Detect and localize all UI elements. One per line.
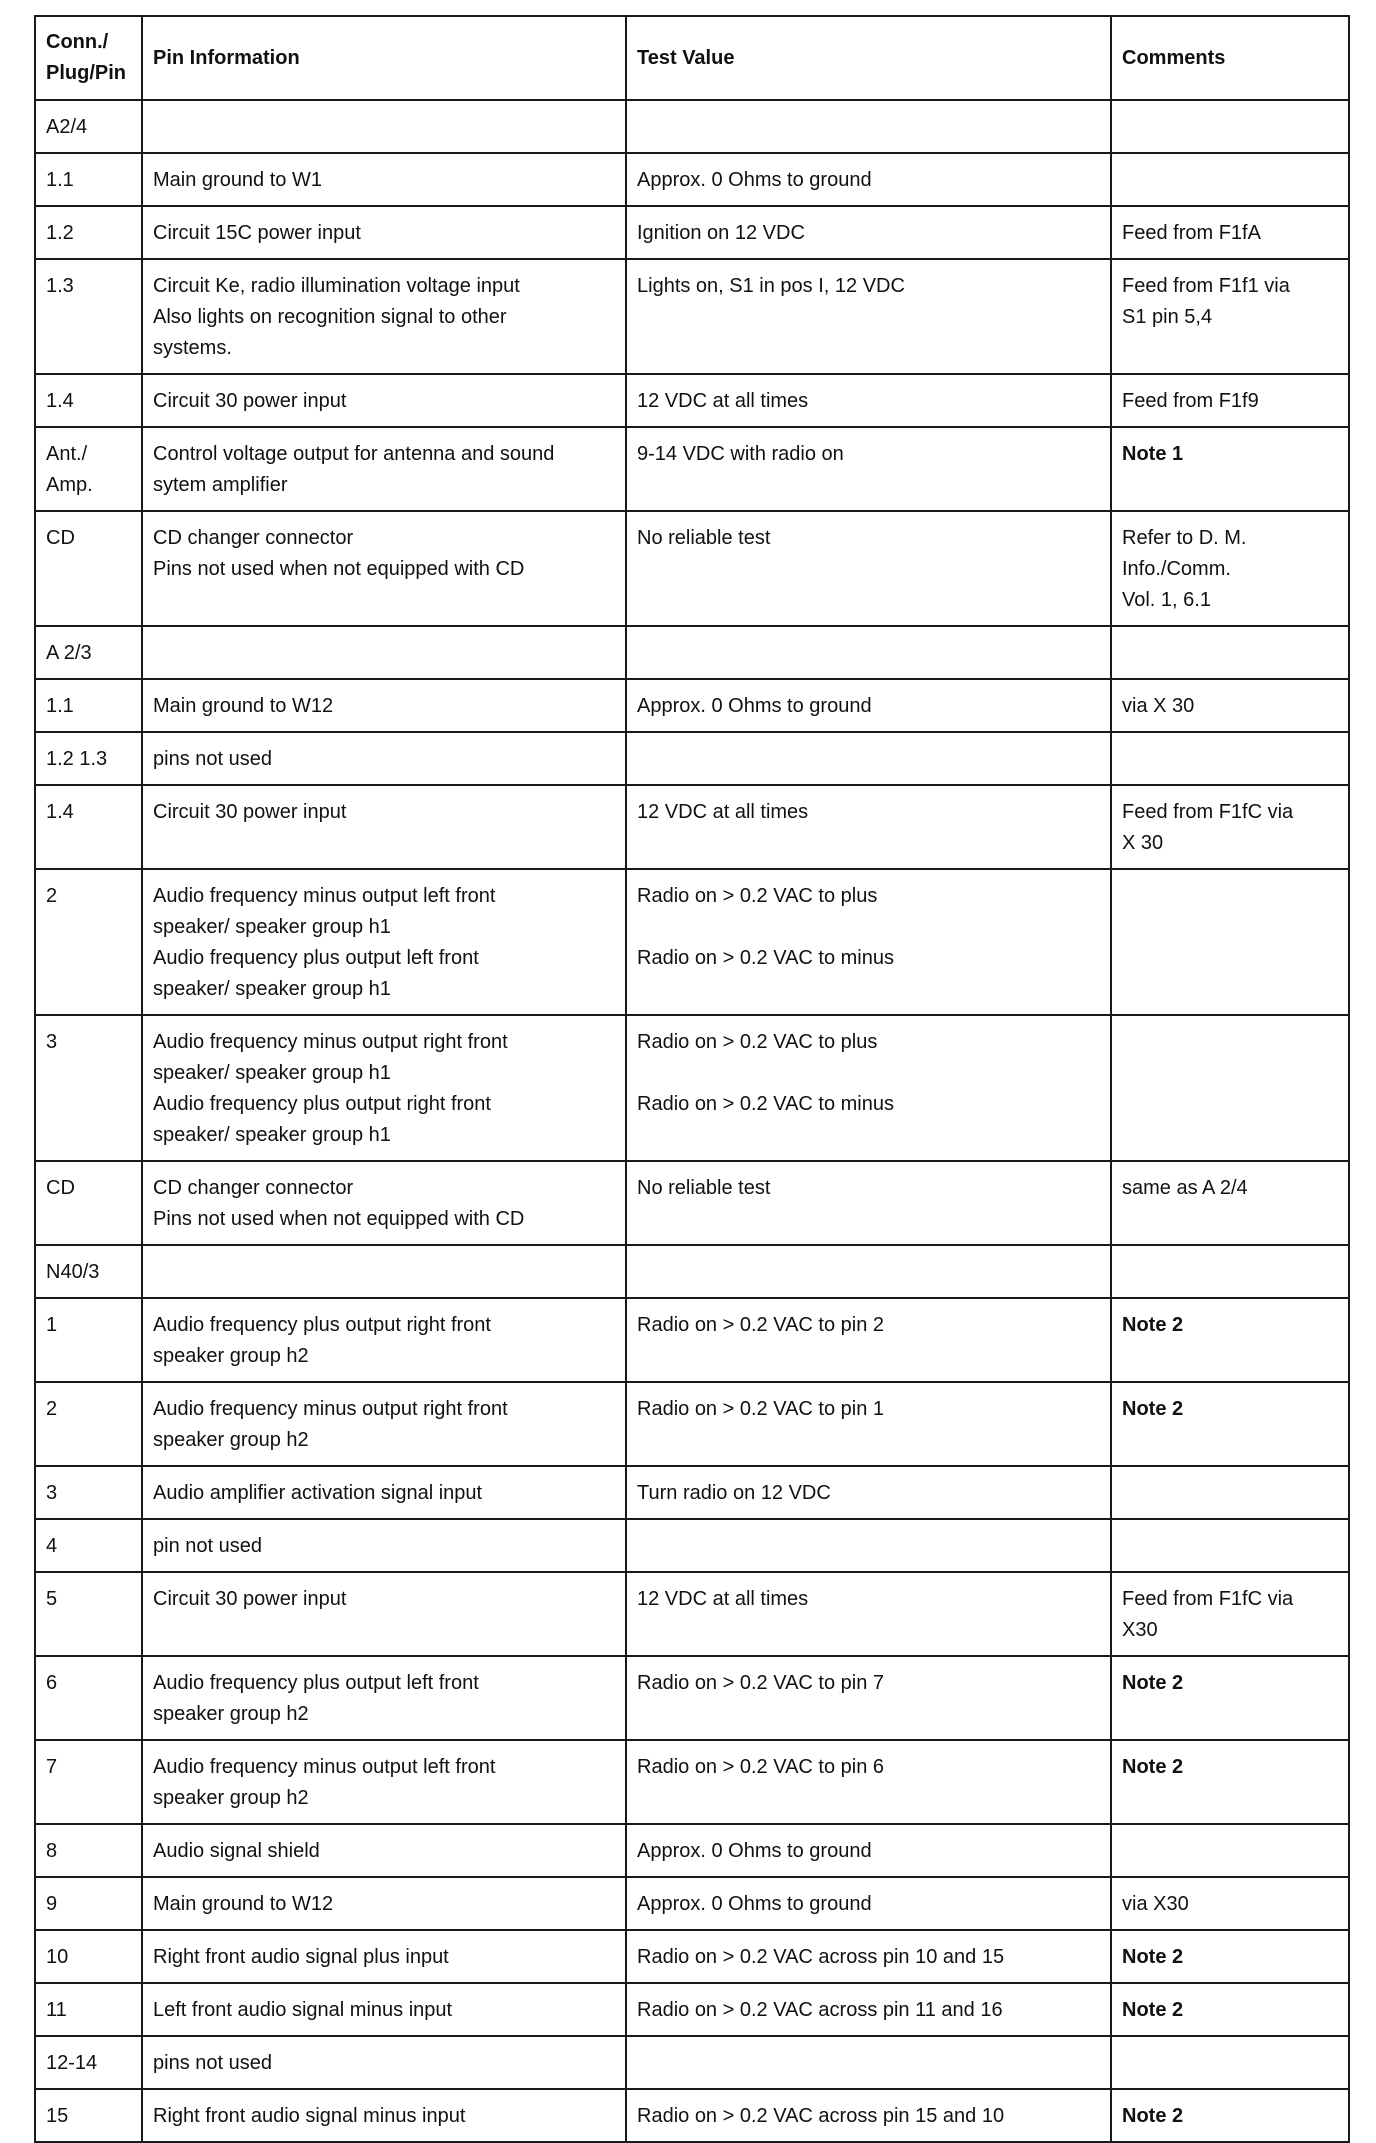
conn-plug-pin-cell	[35, 1245, 142, 1298]
cell-text-line: Main ground to W1	[153, 169, 322, 191]
cell-text-line: 1.1	[46, 169, 74, 191]
cell-text-line: 3	[46, 1031, 58, 1053]
cell-text-line: Note 2	[1122, 1756, 1184, 1778]
cell-text-line: 9	[46, 1893, 58, 1915]
table-row	[35, 1519, 1349, 1572]
comments-cell	[1111, 1161, 1349, 1245]
conn-plug-pin-cell	[35, 100, 142, 153]
cell-text-line: Right front audio signal plus input	[153, 1946, 449, 1968]
conn-plug-pin-cell	[35, 511, 142, 626]
cell-text-line: Turn radio on 12 VDC	[637, 1482, 831, 1504]
test-value-cell	[626, 1740, 1111, 1824]
cell-text-line: 12 VDC at all times	[637, 801, 809, 823]
cell-text-line: Approx. 0 Ohms to ground	[637, 695, 872, 717]
cell-text-line: Radio on > 0.2 VAC to minus	[637, 947, 894, 969]
cell-text-line: pin not used	[153, 1535, 262, 1557]
cell-text-line: Vol. 1, 6.1	[1122, 589, 1211, 611]
cell-text-line: Note 2	[1122, 1946, 1184, 1968]
pin-information-cell	[142, 785, 626, 869]
conn-plug-pin-cell	[35, 259, 142, 374]
table-row	[35, 1983, 1349, 2036]
cell-text-line: Audio frequency minus output left front	[153, 885, 496, 907]
cell-text-line: Right front audio signal minus input	[153, 2105, 466, 2127]
cell-text-line: 1	[46, 1314, 58, 1336]
table-row	[35, 1161, 1349, 1245]
cell-text-line: Lights on, S1 in pos I, 12 VDC	[637, 275, 905, 297]
test-value-cell	[626, 1656, 1111, 1740]
conn-plug-pin-cell	[35, 1382, 142, 1466]
cell-text-line: Audio frequency plus output left front	[153, 947, 479, 969]
cell-text-line	[637, 912, 1100, 943]
conn-plug-pin-cell	[35, 1983, 142, 2036]
comments-cell	[1111, 1824, 1349, 1877]
test-value-cell	[626, 679, 1111, 732]
conn-plug-pin-cell	[35, 206, 142, 259]
pin-information-cell	[142, 100, 626, 153]
table-row	[35, 259, 1349, 374]
cell-text-line: CD changer connector	[153, 1177, 354, 1199]
test-value-cell	[626, 1824, 1111, 1877]
conn-plug-pin-cell	[35, 1298, 142, 1382]
conn-plug-pin-cell	[35, 153, 142, 206]
cell-text-line: speaker group h2	[153, 1787, 309, 1809]
test-value-cell	[626, 1015, 1111, 1161]
cell-text-line: 4	[46, 1535, 58, 1557]
cell-text-line: 12-14	[46, 2052, 98, 2074]
cell-text-line: speaker/ speaker group h1	[153, 1124, 391, 1146]
cell-text-line	[637, 1058, 1100, 1089]
cell-text-line: Radio on > 0.2 VAC to pin 2	[637, 1314, 885, 1336]
comments-cell	[1111, 1740, 1349, 1824]
pin-information-cell	[142, 153, 626, 206]
cell-text-line: 8	[46, 1840, 58, 1862]
pin-information-cell	[142, 1656, 626, 1740]
comments-cell	[1111, 259, 1349, 374]
conn-plug-pin-cell	[35, 427, 142, 511]
comments-cell	[1111, 1466, 1349, 1519]
cell-text-line: Circuit 30 power input	[153, 801, 347, 823]
table-row	[35, 374, 1349, 427]
cell-text-line: 2	[46, 1398, 58, 1420]
test-value-cell	[626, 1519, 1111, 1572]
cell-text-line: Approx. 0 Ohms to ground	[637, 169, 872, 191]
cell-text-line: Audio signal shield	[153, 1840, 320, 1862]
cell-text-line: Feed from F1f1 via	[1122, 275, 1290, 297]
comments-cell	[1111, 679, 1349, 732]
comments-cell	[1111, 1877, 1349, 1930]
pin-information-cell	[142, 1466, 626, 1519]
cell-text-line: 1.2 1.3	[46, 748, 108, 770]
table-row	[35, 206, 1349, 259]
test-value-cell	[626, 511, 1111, 626]
table-row	[35, 732, 1349, 785]
cell-text-line: 2	[46, 885, 58, 907]
comments-cell	[1111, 869, 1349, 1015]
pin-information-cell	[142, 1930, 626, 1983]
header-row	[35, 16, 1349, 100]
test-value-cell	[626, 206, 1111, 259]
cell-text-line: Main ground to W12	[153, 695, 334, 717]
test-value-cell	[626, 153, 1111, 206]
cell-text-line: Main ground to W12	[153, 1893, 334, 1915]
cell-text-line: 7	[46, 1756, 58, 1778]
header-test-value: Test Value	[626, 16, 1111, 100]
cell-text-line: Radio on > 0.2 VAC across pin 10 and 15	[637, 1946, 1005, 1968]
cell-text-line: Feed from F1f9	[1122, 390, 1259, 412]
comments-cell	[1111, 1382, 1349, 1466]
table-row	[35, 1740, 1349, 1824]
comments-cell	[1111, 1983, 1349, 2036]
cell-text-line: A 2/3	[46, 642, 92, 664]
test-value-cell	[626, 1983, 1111, 2036]
cell-text-line: Radio on > 0.2 VAC to pin 1	[637, 1398, 885, 1420]
comments-cell	[1111, 626, 1349, 679]
conn-plug-pin-cell	[35, 869, 142, 1015]
table-body	[35, 100, 1349, 2142]
cell-text-line: 9-14 VDC with radio on	[637, 443, 844, 465]
test-value-cell	[626, 1382, 1111, 1466]
cell-text-line: CD	[46, 527, 75, 549]
cell-text-line: Radio on > 0.2 VAC to minus	[637, 1093, 894, 1115]
comments-cell	[1111, 1572, 1349, 1656]
cell-text-line: Note 1	[1122, 443, 1184, 465]
cell-text-line: Pins not used when not equipped with CD	[153, 1208, 525, 1230]
test-value-cell	[626, 1572, 1111, 1656]
cell-text-line: Feed from F1fA	[1122, 222, 1261, 244]
cell-text-line: Feed from F1fC via	[1122, 801, 1294, 823]
cell-text-line: Audio frequency plus output right front	[153, 1093, 491, 1115]
cell-text-line: Radio on > 0.2 VAC to pin 6	[637, 1756, 885, 1778]
cell-text-line: via X30	[1122, 1893, 1189, 1915]
cell-text-line: N40/3	[46, 1261, 100, 1283]
cell-text-line: 1.3	[46, 275, 74, 297]
cell-text-line: 12 VDC at all times	[637, 1588, 809, 1610]
cell-text-line: Note 2	[1122, 1314, 1184, 1336]
cell-text-line: speaker/ speaker group h1	[153, 916, 391, 938]
comments-cell	[1111, 153, 1349, 206]
comments-cell	[1111, 1656, 1349, 1740]
conn-plug-pin-cell	[35, 2089, 142, 2142]
table-row	[35, 511, 1349, 626]
header-conn-plug-pin	[35, 16, 142, 100]
header-comments: Comments	[1111, 16, 1349, 100]
table-row	[35, 1656, 1349, 1740]
test-value-cell	[626, 732, 1111, 785]
cell-text-line: Audio frequency minus output right front	[153, 1398, 508, 1420]
pin-information-cell	[142, 1298, 626, 1382]
test-value-cell	[626, 374, 1111, 427]
pin-information-cell	[142, 2089, 626, 2142]
table-row	[35, 1245, 1349, 1298]
pin-information-cell	[142, 1740, 626, 1824]
table-row	[35, 785, 1349, 869]
test-value-cell	[626, 1161, 1111, 1245]
cell-text-line: 15	[46, 2105, 69, 2127]
conn-plug-pin-cell	[35, 626, 142, 679]
pin-information-cell	[142, 679, 626, 732]
conn-plug-pin-cell	[35, 1656, 142, 1740]
table-row	[35, 100, 1349, 153]
header-conn-line-1: Conn./	[46, 31, 109, 53]
pin-information-cell	[142, 1161, 626, 1245]
cell-text-line: 10	[46, 1946, 69, 1968]
cell-text-line: Pins not used when not equipped with CD	[153, 558, 525, 580]
table-row	[35, 2036, 1349, 2089]
table-row	[35, 153, 1349, 206]
table-row	[35, 1382, 1349, 1466]
test-value-cell	[626, 869, 1111, 1015]
cell-text-line: Amp.	[46, 474, 93, 496]
conn-plug-pin-cell	[35, 1877, 142, 1930]
cell-text-line: Circuit 15C power input	[153, 222, 361, 244]
cell-text-line: Radio on > 0.2 VAC to plus	[637, 885, 878, 907]
cell-text-line: Note 2	[1122, 2105, 1184, 2127]
pin-information-cell	[142, 511, 626, 626]
table-row	[35, 1824, 1349, 1877]
comments-cell	[1111, 732, 1349, 785]
conn-plug-pin-cell	[35, 1161, 142, 1245]
table-row	[35, 626, 1349, 679]
comments-cell	[1111, 785, 1349, 869]
cell-text-line: speaker group h2	[153, 1429, 309, 1451]
cell-text-line: Ignition on 12 VDC	[637, 222, 805, 244]
test-value-cell	[626, 1877, 1111, 1930]
test-value-cell	[626, 1245, 1111, 1298]
conn-plug-pin-cell	[35, 732, 142, 785]
comments-cell	[1111, 1015, 1349, 1161]
table-row	[35, 1015, 1349, 1161]
cell-text-line: Radio on > 0.2 VAC to pin 7	[637, 1672, 885, 1694]
cell-text-line: Note 2	[1122, 1672, 1184, 1694]
cell-text-line: Feed from F1fC via	[1122, 1588, 1294, 1610]
conn-plug-pin-cell	[35, 785, 142, 869]
cell-text-line: Audio amplifier activation signal input	[153, 1482, 483, 1504]
test-value-cell	[626, 1466, 1111, 1519]
cell-text-line: Refer to D. M.	[1122, 527, 1247, 549]
cell-text-line: speaker group h2	[153, 1345, 309, 1367]
conn-plug-pin-cell	[35, 679, 142, 732]
test-value-cell	[626, 1930, 1111, 1983]
cell-text-line: 1.4	[46, 801, 74, 823]
comments-cell	[1111, 2036, 1349, 2089]
comments-cell	[1111, 1245, 1349, 1298]
pin-information-cell	[142, 206, 626, 259]
cell-text-line: Radio on > 0.2 VAC to plus	[637, 1031, 878, 1053]
cell-text-line: 1.4	[46, 390, 74, 412]
cell-text-line: Info./Comm.	[1122, 558, 1231, 580]
cell-text-line: 3	[46, 1482, 58, 1504]
cell-text-line: CD	[46, 1177, 75, 1199]
cell-text-line: Control voltage output for antenna and sound	[153, 443, 555, 465]
table-row	[35, 1466, 1349, 1519]
cell-text-line: sytem amplifier	[153, 474, 288, 496]
test-value-cell	[626, 1298, 1111, 1382]
pin-information-cell	[142, 1572, 626, 1656]
header-pin-information: Pin Information	[142, 16, 626, 100]
cell-text-line: Ant./	[46, 443, 88, 465]
cell-text-line: pins not used	[153, 2052, 272, 2074]
conn-plug-pin-cell	[35, 1519, 142, 1572]
conn-plug-pin-cell	[35, 1466, 142, 1519]
cell-text-line: speaker group h2	[153, 1703, 309, 1725]
conn-plug-pin-cell	[35, 1824, 142, 1877]
table-row	[35, 427, 1349, 511]
comments-cell	[1111, 427, 1349, 511]
table-row	[35, 1930, 1349, 1983]
cell-text-line: Circuit Ke, radio illumination voltage input	[153, 275, 520, 297]
comments-cell	[1111, 374, 1349, 427]
pin-information-cell	[142, 1824, 626, 1877]
cell-text-line: Audio frequency minus output right front	[153, 1031, 508, 1053]
comments-cell	[1111, 100, 1349, 153]
test-value-cell	[626, 785, 1111, 869]
cell-text-line: 1.2	[46, 222, 74, 244]
cell-text-line: speaker/ speaker group h1	[153, 978, 391, 1000]
table-row	[35, 679, 1349, 732]
conn-plug-pin-cell	[35, 1930, 142, 1983]
comments-cell	[1111, 1298, 1349, 1382]
cell-text-line: 11	[46, 1999, 67, 2021]
header-conn-line-2: Plug/Pin	[46, 62, 126, 84]
cell-text-line: Note 2	[1122, 1999, 1184, 2021]
pin-information-cell	[142, 2036, 626, 2089]
conn-plug-pin-cell	[35, 1572, 142, 1656]
cell-text-line: Circuit 30 power input	[153, 390, 347, 412]
comments-cell	[1111, 206, 1349, 259]
cell-text-line: X 30	[1122, 832, 1164, 854]
pin-information-cell	[142, 374, 626, 427]
cell-text-line: systems.	[153, 337, 232, 359]
table-row	[35, 2089, 1349, 2142]
cell-text-line: Also lights on recognition signal to other	[153, 306, 507, 328]
conn-plug-pin-cell	[35, 1740, 142, 1824]
comments-cell	[1111, 2089, 1349, 2142]
cell-text-line: No reliable test	[637, 527, 771, 549]
cell-text-line: 1.1	[46, 695, 74, 717]
cell-text-line: 5	[46, 1588, 58, 1610]
cell-text-line: S1 pin 5,4	[1122, 306, 1213, 328]
cell-text-line: Audio frequency plus output right front	[153, 1314, 491, 1336]
pin-information-cell	[142, 1983, 626, 2036]
cell-text-line: A2/4	[46, 116, 88, 138]
pin-information-cell	[142, 1015, 626, 1161]
pin-information-cell	[142, 732, 626, 785]
pin-information-cell	[142, 427, 626, 511]
table-row	[35, 1298, 1349, 1382]
pin-information-cell	[142, 1519, 626, 1572]
cell-text-line: Audio frequency minus output left front	[153, 1756, 496, 1778]
cell-text-line: Circuit 30 power input	[153, 1588, 347, 1610]
test-value-cell	[626, 626, 1111, 679]
pin-information-cell	[142, 626, 626, 679]
cell-text-line: 12 VDC at all times	[637, 390, 809, 412]
cell-text-line: Approx. 0 Ohms to ground	[637, 1840, 872, 1862]
comments-cell	[1111, 511, 1349, 626]
table-row	[35, 869, 1349, 1015]
pin-information-cell	[142, 1245, 626, 1298]
pin-information-cell	[142, 259, 626, 374]
cell-text-line: X30	[1122, 1619, 1158, 1641]
cell-text-line: Radio on > 0.2 VAC across pin 15 and 10	[637, 2105, 1005, 2127]
test-value-cell	[626, 427, 1111, 511]
conn-plug-pin-cell	[35, 374, 142, 427]
cell-text-line: pins not used	[153, 748, 272, 770]
test-value-cell	[626, 2089, 1111, 2142]
pin-test-table	[34, 15, 1350, 2143]
comments-cell	[1111, 1519, 1349, 1572]
test-value-cell	[626, 259, 1111, 374]
cell-text-line: No reliable test	[637, 1177, 771, 1199]
comments-cell	[1111, 1930, 1349, 1983]
pin-information-cell	[142, 1382, 626, 1466]
cell-text-line: Audio frequency plus output left front	[153, 1672, 479, 1694]
cell-text-line: via X 30	[1122, 695, 1195, 717]
cell-text-line: 6	[46, 1672, 58, 1694]
conn-plug-pin-cell	[35, 2036, 142, 2089]
cell-text-line: Note 2	[1122, 1398, 1184, 1420]
test-value-cell	[626, 100, 1111, 153]
cell-text-line: Left front audio signal minus input	[153, 1999, 453, 2021]
cell-text-line: Radio on > 0.2 VAC across pin 11 and 16	[637, 1999, 1003, 2021]
pin-information-cell	[142, 1877, 626, 1930]
cell-text-line: same as A 2/4	[1122, 1177, 1248, 1199]
test-value-cell	[626, 2036, 1111, 2089]
cell-text-line: speaker/ speaker group h1	[153, 1062, 391, 1084]
table-row	[35, 1572, 1349, 1656]
conn-plug-pin-cell	[35, 1015, 142, 1161]
cell-text-line: CD changer connector	[153, 527, 354, 549]
cell-text-line: Approx. 0 Ohms to ground	[637, 1893, 872, 1915]
table-row	[35, 1877, 1349, 1930]
pin-information-cell	[142, 869, 626, 1015]
